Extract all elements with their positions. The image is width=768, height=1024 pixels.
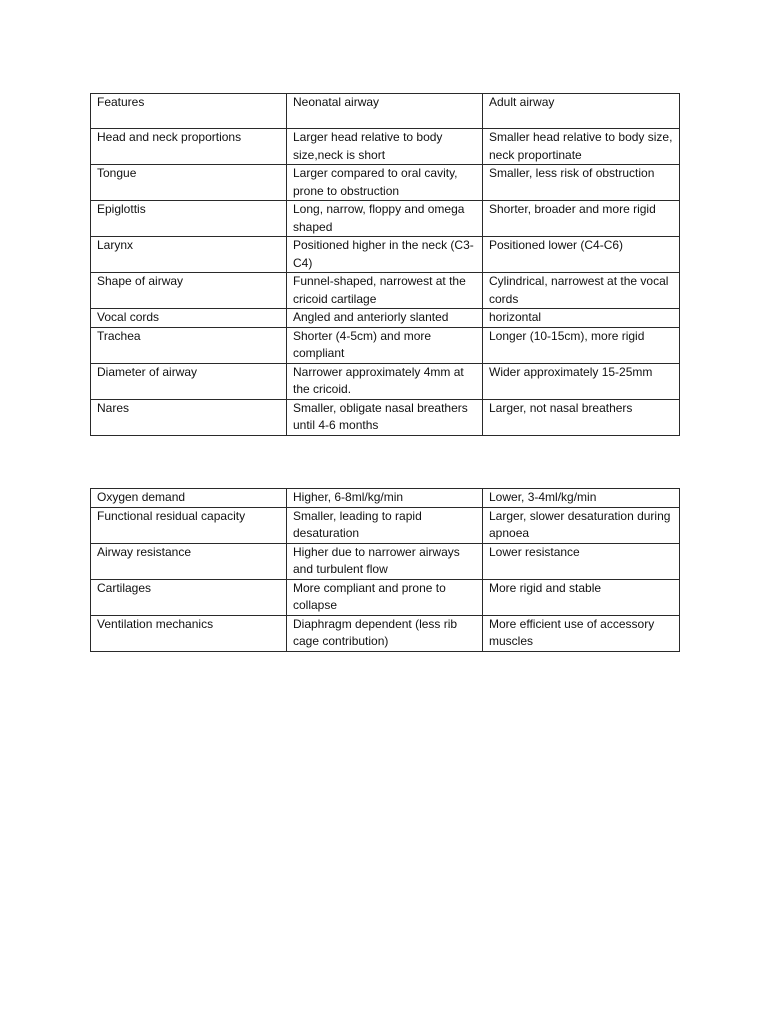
table-row — [91, 399, 680, 435]
comparison-table-respiratory-physiology — [90, 488, 680, 652]
table-cell: Vocal cords — [91, 309, 287, 328]
header-cell: Adult airway — [483, 94, 680, 129]
table-cell: Diaphragm dependent (less rib cage contribution) — [287, 615, 483, 651]
table-cell: Larger, slower desaturation during apnoea — [483, 507, 680, 543]
header-cell: Neonatal airway — [287, 94, 483, 129]
table-cell: Long, narrow, floppy and omega shaped — [287, 201, 483, 237]
table-cell: Functional residual capacity — [91, 507, 287, 543]
table-row — [91, 273, 680, 309]
table-cell: horizontal — [483, 309, 680, 328]
table-cell: Positioned higher in the neck (C3-C4) — [287, 237, 483, 273]
table-cell: Larger head relative to body size,neck is short — [287, 129, 483, 165]
table-cell: Trachea — [91, 327, 287, 363]
table-row — [91, 363, 680, 399]
table-cell: Wider approximately 15-25mm — [483, 363, 680, 399]
table-cell: Airway resistance — [91, 543, 287, 579]
table-cell: Ventilation mechanics — [91, 615, 287, 651]
table-cell: Positioned lower (C4-C6) — [483, 237, 680, 273]
table-cell: Lower resistance — [483, 543, 680, 579]
table-cell: Shorter, broader and more rigid — [483, 201, 680, 237]
table-cell: Cylindrical, narrowest at the vocal cords — [483, 273, 680, 309]
table-cell: Funnel-shaped, narrowest at the cricoid cartilage — [287, 273, 483, 309]
table-cell: More compliant and prone to collapse — [287, 579, 483, 615]
table-cell: Tongue — [91, 165, 287, 201]
comparison-table-airway-anatomy — [90, 93, 680, 436]
table-row — [91, 201, 680, 237]
table-cell: Smaller, leading to rapid desaturation — [287, 507, 483, 543]
table-row — [91, 237, 680, 273]
table-cell: More efficient use of accessory muscles — [483, 615, 680, 651]
table-row — [91, 543, 680, 579]
table-cell: Larger, not nasal breathers — [483, 399, 680, 435]
table-row — [91, 165, 680, 201]
table-cell: Shorter (4-5cm) and more compliant — [287, 327, 483, 363]
table-row — [91, 327, 680, 363]
table-cell: Larynx — [91, 237, 287, 273]
table-cell: Narrower approximately 4mm at the cricoid. — [287, 363, 483, 399]
table-cell: Higher due to narrower airways and turbulent flow — [287, 543, 483, 579]
table-row — [91, 489, 680, 508]
table-cell: Nares — [91, 399, 287, 435]
table-cell: Larger compared to oral cavity, prone to obstruction — [287, 165, 483, 201]
table-cell: Higher, 6-8ml/kg/min — [287, 489, 483, 508]
header-cell: Features — [91, 94, 287, 129]
table-row — [91, 615, 680, 651]
table-cell: More rigid and stable — [483, 579, 680, 615]
table-header-row — [91, 94, 680, 129]
table-cell: Longer (10-15cm), more rigid — [483, 327, 680, 363]
table-cell: Oxygen demand — [91, 489, 287, 508]
table-row — [91, 579, 680, 615]
table-cell: Cartilages — [91, 579, 287, 615]
table-row — [91, 129, 680, 165]
table-cell: Smaller, less risk of obstruction — [483, 165, 680, 201]
table-cell: Shape of airway — [91, 273, 287, 309]
table-row — [91, 507, 680, 543]
table-cell: Head and neck proportions — [91, 129, 287, 165]
table-cell: Smaller head relative to body size, neck proportinate — [483, 129, 680, 165]
table-cell: Diameter of airway — [91, 363, 287, 399]
table-cell: Lower, 3-4ml/kg/min — [483, 489, 680, 508]
table-cell: Epiglottis — [91, 201, 287, 237]
table-row — [91, 309, 680, 328]
table-cell: Angled and anteriorly slanted — [287, 309, 483, 328]
table-cell: Smaller, obligate nasal breathers until 4-6 months — [287, 399, 483, 435]
